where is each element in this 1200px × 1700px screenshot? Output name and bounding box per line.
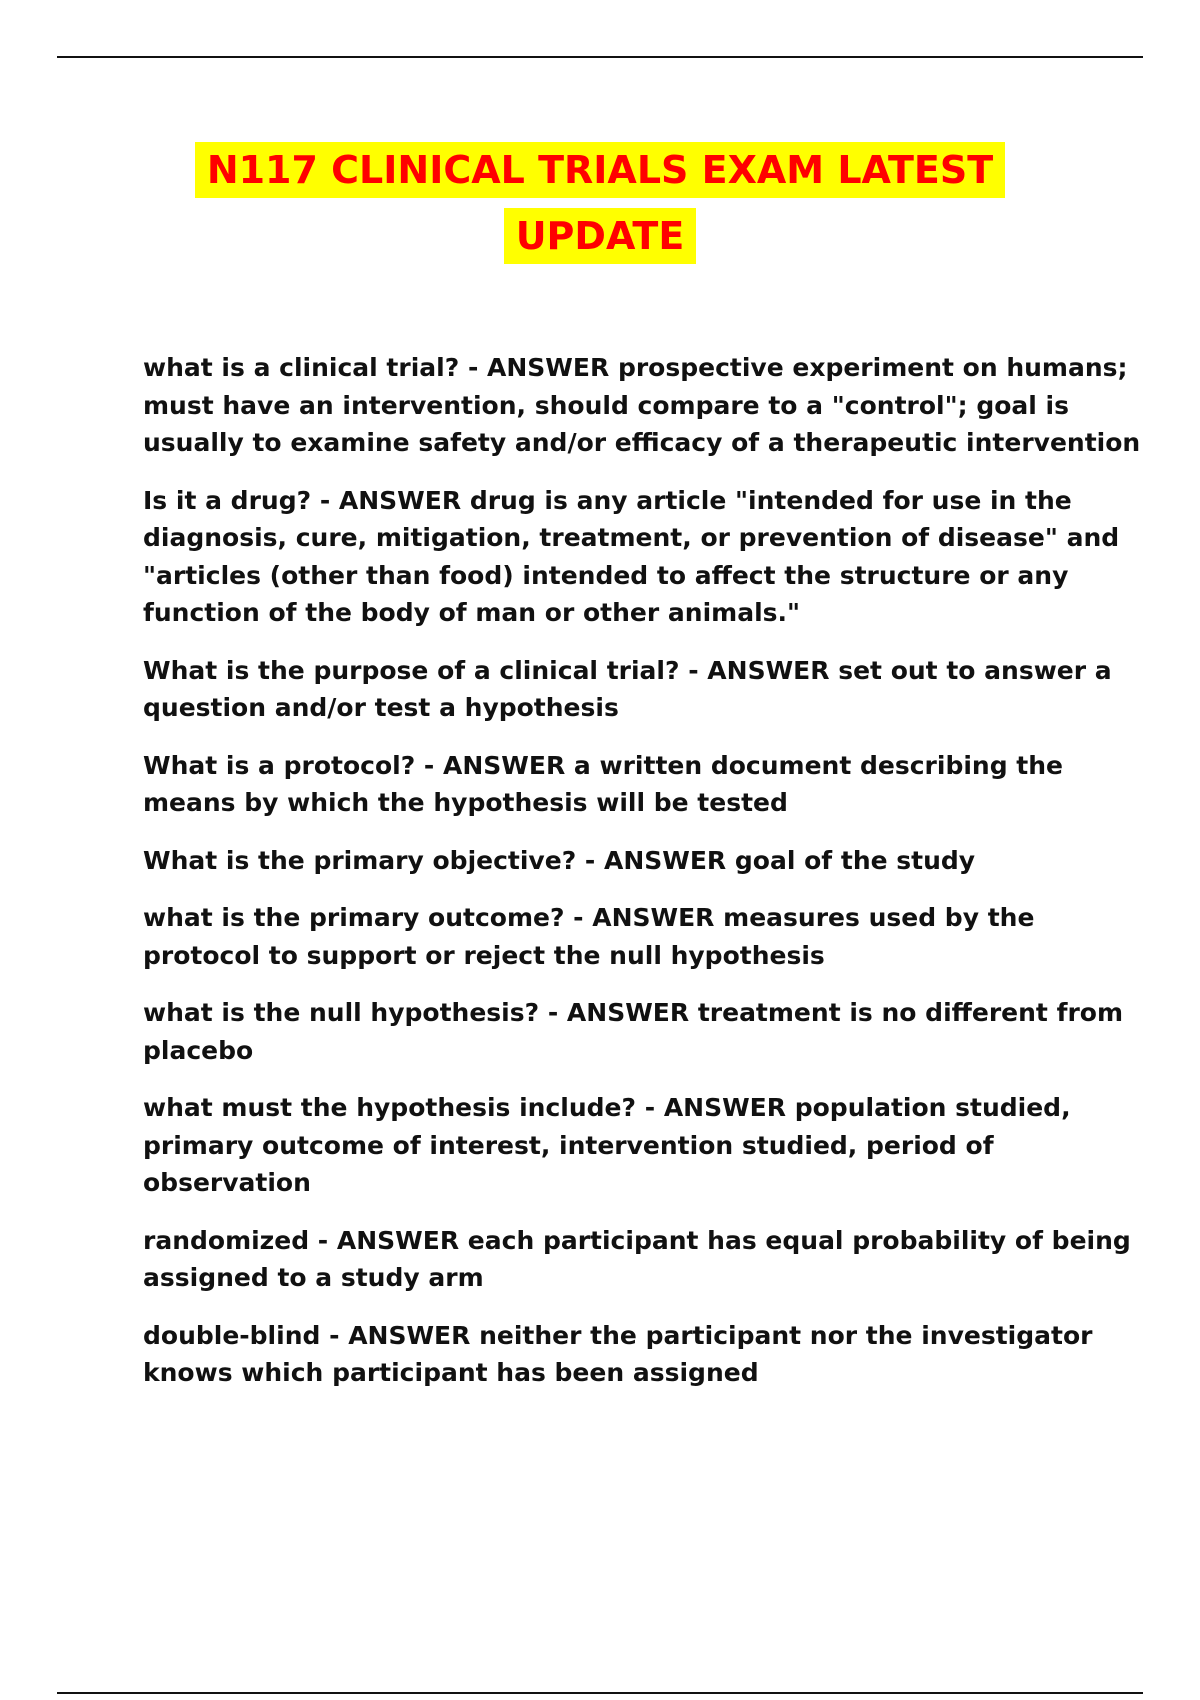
answer-text: prospective experiment on humans; must have an intervention, should compare to a "control"; goal is usually to examine safety and/or efficacy of a therapeutic intervention: [143, 353, 1141, 457]
question-text: What is the purpose of a clinical trial?: [143, 655, 680, 685]
document-title: [0, 142, 1200, 264]
separator: -: [539, 998, 567, 1027]
answer-tag: ANSWER: [592, 903, 715, 932]
qa-item: [143, 842, 1143, 880]
question-text: double-blind: [143, 1320, 321, 1350]
answer-text: a written document describing the means by which the hypothesis will be tested: [143, 750, 1064, 817]
top-rule: [57, 56, 1143, 58]
qa-item: [143, 747, 1143, 822]
answer-text: population studied, primary outcome of interest, intervention studied, period of observation: [143, 1093, 1071, 1197]
qa-item: [143, 1089, 1143, 1202]
answer-text: each participant has equal probability of being assigned to a study arm: [143, 1225, 1131, 1292]
question-text: What is a protocol?: [143, 750, 416, 780]
answer-text: goal of the study: [734, 845, 976, 875]
answer-text: drug is any article "intended for use in the diagnosis, cure, mitigation, treatment, or prevention of disease" and "articles (other than food) intended to affect the structure or any function of the body of man or other animals.": [143, 485, 1120, 627]
answer-tag: ANSWER: [443, 750, 566, 780]
answer-text: set out to answer a question and/or test a hypothesis: [143, 655, 1112, 722]
qa-item: [143, 994, 1143, 1069]
qa-item: [143, 899, 1143, 974]
qa-item: [143, 482, 1143, 632]
question-text: What is the primary objective?: [143, 845, 577, 875]
answer-tag: ANSWER: [566, 998, 690, 1027]
qa-item: [143, 652, 1143, 727]
question-text: what must the hypothesis include?: [143, 1093, 637, 1122]
qa-item: [143, 1222, 1143, 1297]
answer-tag: ANSWER: [338, 485, 462, 515]
question-text: what is the primary outcome?: [143, 903, 565, 932]
separator: -: [564, 903, 593, 932]
separator: -: [311, 485, 339, 515]
question-text: Is it a drug?: [143, 485, 312, 515]
answer-text: measures used by the protocol to support or reject the null hypothesis: [143, 903, 1035, 970]
question-text: what is a clinical trial?: [143, 353, 460, 382]
answer-tag: ANSWER: [348, 1320, 471, 1350]
answer-tag: ANSWER: [707, 655, 830, 685]
qa-item: [143, 1317, 1143, 1392]
separator: -: [320, 1320, 349, 1350]
title-line-1: N117 CLINICAL TRIALS EXAM LATEST: [195, 142, 1005, 198]
qa-item: [143, 349, 1143, 462]
separator: -: [636, 1093, 664, 1122]
qa-list: [143, 349, 1143, 1412]
answer-tag: ANSWER: [487, 353, 610, 382]
separator: -: [309, 1225, 337, 1255]
answer-text: neither the participant nor the investigator knows which participant has been assigned: [143, 1320, 1093, 1387]
answer-tag: ANSWER: [663, 1093, 787, 1122]
separator: -: [459, 353, 488, 382]
answer-tag: ANSWER: [604, 845, 727, 875]
question-text: what is the null hypothesis?: [143, 998, 540, 1027]
answer-text: treatment is no different from placebo: [143, 998, 1124, 1065]
title-line-2: UPDATE: [504, 208, 697, 264]
bottom-rule: [57, 1692, 1143, 1694]
separator: -: [415, 750, 444, 780]
question-text: randomized: [143, 1225, 310, 1255]
answer-tag: ANSWER: [336, 1225, 460, 1255]
separator: -: [576, 845, 604, 875]
separator: -: [679, 655, 708, 685]
